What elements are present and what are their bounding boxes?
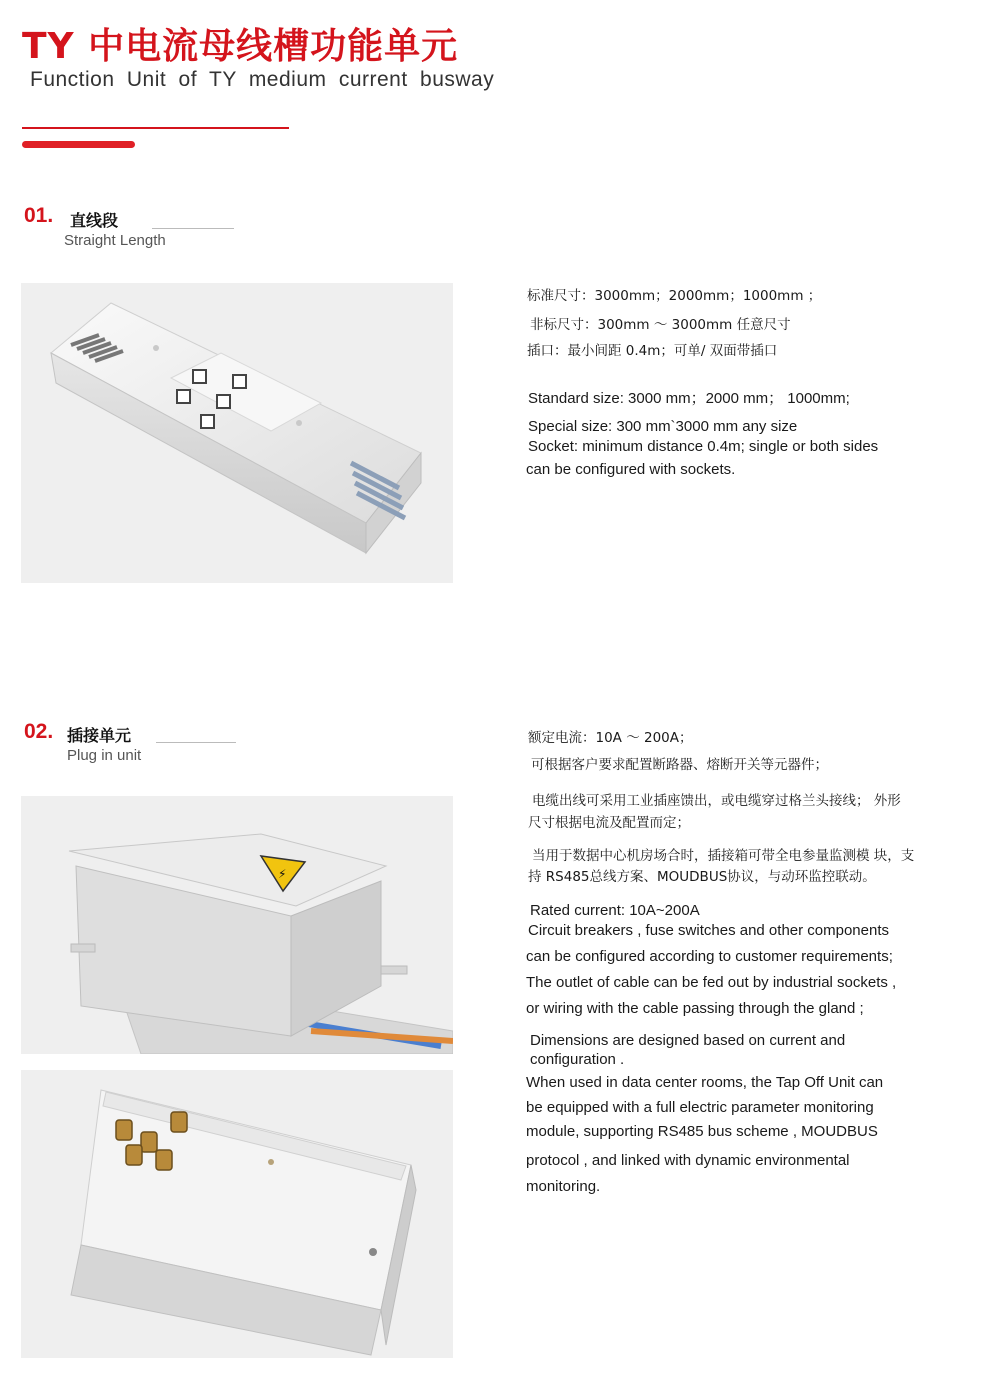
spec-line-en: monitoring. <box>526 1178 601 1195</box>
spec-line-en: Rated current: 10A~200A <box>530 902 700 919</box>
spec-line-en: Socket: minimum distance 0.4m; single or both sides <box>528 438 879 455</box>
section-number: 02. <box>24 720 54 743</box>
spec-line-cn: 持 RS485总线方案、MOUDBUS协议，与动环监控联动。 <box>528 869 876 885</box>
page-subtitle: Function Unit of TY medium current busway <box>30 68 495 91</box>
spec-line-en: When used in data center rooms, the Tap Off Unit can <box>526 1074 884 1091</box>
section-title-underline <box>152 228 234 229</box>
spec-line-en: Special size: 300 mm`3000 mm any size <box>528 418 798 435</box>
section-title-cn: 插接单元 <box>67 726 132 745</box>
spec-line-en: can be configured with sockets. <box>526 461 736 478</box>
spec-line-cn: 电缆出线可采用工业插座馈出，或电缆穿过格兰头接线； 外形 <box>532 793 901 809</box>
spec-line-cn: 尺寸根据电流及配置而定； <box>528 815 690 831</box>
section-title-en: Plug in unit <box>67 747 142 764</box>
spec-line-en: Standard size: 3000 mm；2000 mm； 1000mm; <box>528 390 850 407</box>
plug-in-unit-photo <box>21 796 453 1054</box>
spec-line-cn: 当用于数据中心机房场合时，插接箱可带全电参量监测模 块，支 <box>532 848 915 864</box>
plug-in-unit-contacts-photo <box>21 1070 453 1358</box>
spec-line-cn: 非标尺寸：300mm ～ 3000mm 任意尺寸 <box>530 317 791 333</box>
spec-line-en: or wiring with the cable passing through the gland ; <box>526 1000 864 1017</box>
svg-text:⚡: ⚡ <box>278 867 287 881</box>
spec-line-en: protocol , and linked with dynamic environmental <box>526 1152 850 1169</box>
straight-length-photo <box>21 283 453 583</box>
section-title-cn: 直线段 <box>70 211 119 230</box>
spec-line-en: configuration . <box>530 1051 625 1068</box>
title-divider-thick <box>22 141 135 148</box>
section-number: 01. <box>24 204 54 227</box>
section-title-en: Straight Length <box>64 232 166 249</box>
page-title: TY 中电流母线槽功能单元 <box>22 26 459 67</box>
spec-line-cn: 额定电流：10A ～ 200A； <box>528 730 693 746</box>
spec-line-cn: 可根据客户要求配置断路器、熔断开关等元器件； <box>531 757 828 773</box>
section-title-underline <box>156 742 236 743</box>
title-divider-thin <box>22 127 289 129</box>
spec-line-en: module, supporting RS485 bus scheme , MOUDBUS <box>526 1123 878 1140</box>
spec-line-en: Circuit breakers , fuse switches and other components <box>528 922 890 939</box>
spec-line-en: can be configured according to customer requirements; <box>526 948 893 965</box>
spec-line-cn: 标准尺寸：3000mm；2000mm；1000mm ； <box>527 288 822 304</box>
spec-line-cn: 插口：最小间距 0.4m；可单/ 双面带插口 <box>527 343 778 359</box>
spec-line-en: The outlet of cable can be fed out by industrial sockets , <box>526 974 897 991</box>
spec-line-en: be equipped with a full electric parameter monitoring <box>526 1099 874 1116</box>
spec-line-en: Dimensions are designed based on current and <box>530 1032 846 1049</box>
